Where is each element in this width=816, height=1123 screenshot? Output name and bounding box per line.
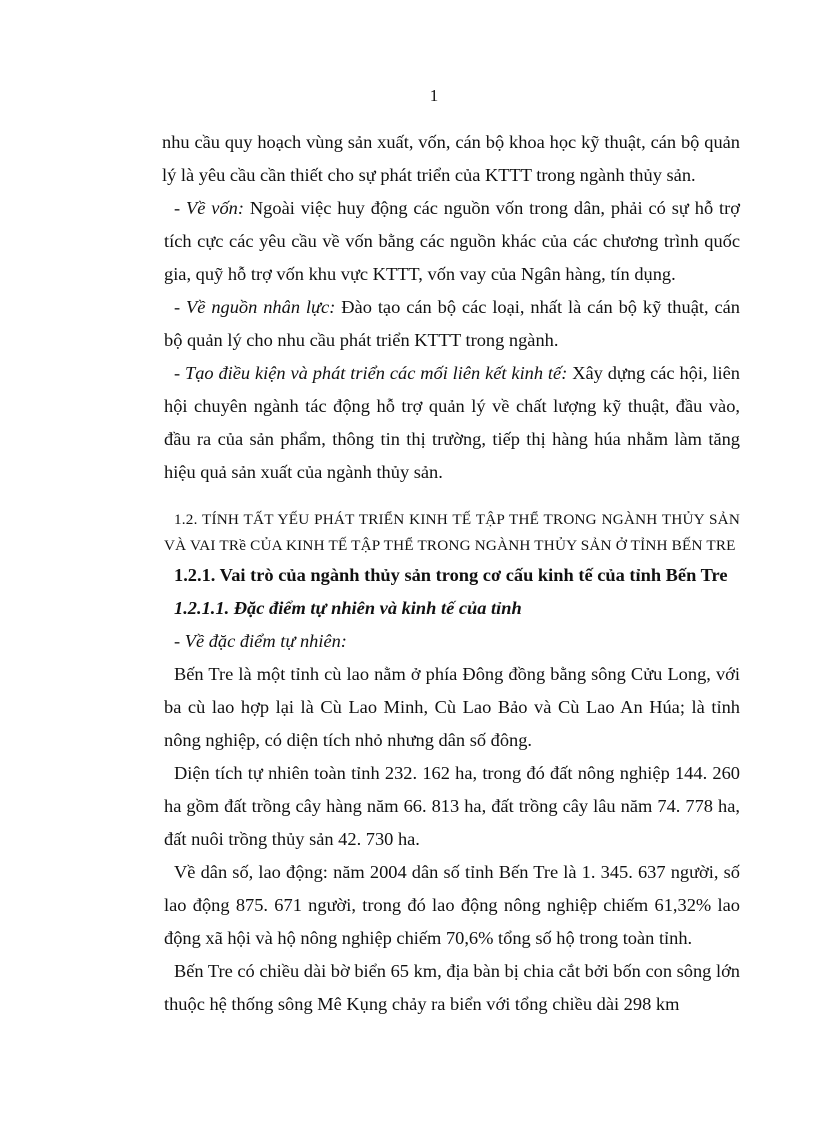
capital-text: Ngoài việc huy động các nguồn vốn trong dân, phải có sự hỗ trợ tích cực các yêu cầu về vốn bằng các nguồn khác của các chương trình quốc gia, quỹ hỗ trợ vốn khu vực KTTT, vốn vay của Ngân hàng, tín dụng. [164,198,740,284]
human-resources-text: Đào tạo cán bộ các loại, nhất là cán bộ kỹ thuật, cán bộ quản lý cho nhu cầu phát triển KTTT trong ngành. [164,297,740,350]
document-body [164,126,740,1021]
paragraph-geography: Bến Tre là một tỉnh cù lao nằm ở phía Đông đồng bằng sông Cửu Long, với ba cù lao hợp lại là Cù Lao Minh, Cù Lao Bảo và Cù Lao An Húa; là tỉnh nông nghiệp, có diện tích nhỏ nhưng dân số đông. [164,664,740,750]
capital-label: - Về vốn: [174,198,244,218]
paragraph-coastline: Bến Tre có chiều dài bờ biển 65 km, địa bàn bị chia cắt bởi bốn con sông lớn thuộc hệ thống sông Mê Kụng chảy ra biển với tổng chiều dài 298 km [164,961,740,1014]
paragraph-economic-links [164,357,740,489]
human-resources-label: - Về nguồn nhân lực: [174,297,336,317]
subsubsection-heading: 1.2.1.1. Đặc điểm tự nhiên và kinh tế của tỉnh [174,598,522,618]
economic-links-label: - Tạo điều kiện và phát triển các mối liên kết kinh tế: [174,363,568,383]
natural-features-label: - Về đặc điểm tự nhiên: [174,631,347,651]
paragraph-capital [164,192,740,291]
economic-links-text: Xây dựng các hội, liên hội chuyên ngành tác động hỗ trợ quản lý về chất lượng kỹ thuật, đầu vào, đầu ra của sản phẩm, thông tin thị trường, tiếp thị hàng húa nhằm làm tăng hiệu quả sản xuất của ngành thủy sản. [164,363,740,482]
section-heading: 1.2. TÍNH TẤT YẾU PHÁT TRIỂN KINH TẾ TẬP THỂ TRONG NGÀNH THỦY SẢN VÀ VAI TRề CỦA KINH TẾ TẬP THỂ TRONG NGÀNH THỦY SẢN Ở TỈNH BẾN TRE [164,511,740,554]
paragraph-continuation: nhu cầu quy hoạch vùng sản xuất, vốn, cán bộ khoa học kỹ thuật, cán bộ quản lý là yêu cầu cần thiết cho sự phát triển của KTTT trong ngành thủy sản. [162,132,740,185]
paragraph-population: Về dân số, lao động: năm 2004 dân số tỉnh Bến Tre là 1. 345. 637 người, số lao động 875. 671 người, trong đó lao động nông nghiệp chiếm 61,32% lao động xã hội và hộ nông nghiệp chiếm 70,6% tổng số hộ trong toàn tỉnh. [164,862,740,948]
subsection-heading: 1.2.1. Vai trò của ngành thủy sản trong cơ cấu kinh tế của tỉnh Bến Tre [174,565,728,585]
page-number: 1 [429,86,439,105]
paragraph-human-resources [164,291,740,357]
paragraph-land-area: Diện tích tự nhiên toàn tỉnh 232. 162 ha, trong đó đất nông nghiệp 144. 260 ha gồm đất trồng cây hàng năm 66. 813 ha, đất trồng cây lâu năm 74. 778 ha, đất nuôi trồng thủy sản 42. 730 ha. [164,763,740,849]
